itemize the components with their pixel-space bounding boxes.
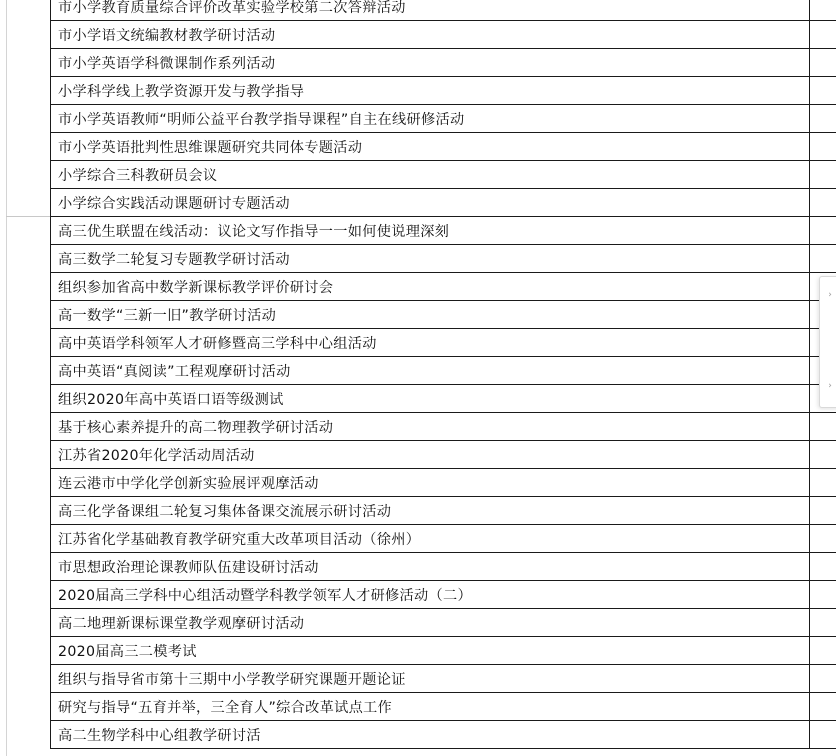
table-row	[51, 441, 836, 469]
table-row	[51, 581, 836, 609]
activity-cell[interactable]: 江苏省2020年化学活动周活动	[51, 441, 810, 468]
table-row	[51, 693, 836, 721]
activity-cell[interactable]: 组织2020年高中英语口语等级测试	[51, 385, 810, 412]
activity-cell[interactable]: 高中英语“真阅读”工程观摩研讨活动	[51, 357, 810, 384]
table-row	[51, 329, 836, 357]
activity-cell[interactable]: 高二生物学科中心组教学研讨活	[51, 721, 810, 748]
activity-cell[interactable]: 市小学英语学科微课制作系列活动	[51, 49, 810, 76]
activity-cell[interactable]: 2020届高三二模考试	[51, 637, 810, 664]
left-gridline	[6, 0, 7, 756]
table-row	[51, 189, 836, 217]
activity-cell[interactable]: 江苏省化学基础教育教学研究重大改革项目活动（徐州）	[51, 525, 810, 552]
activity-cell[interactable]: 高一数学“三新一旧”教学研讨活动	[51, 301, 810, 328]
table-row	[51, 469, 836, 497]
expand-arrow-icon[interactable]: ›	[828, 381, 832, 391]
activity-cell[interactable]: 小学综合三科教研员会议	[51, 161, 810, 188]
side-panel-toggle[interactable]	[819, 276, 836, 408]
table-row	[51, 245, 836, 273]
table-row	[51, 637, 836, 665]
table-row	[51, 77, 836, 105]
activity-table	[50, 0, 836, 749]
activity-cell[interactable]: 高三优生联盟在线活动：议论文写作指导一一如何使说理深刻	[51, 217, 810, 244]
activity-cell[interactable]: 市小学英语批判性思维课题研究共同体专题活动	[51, 133, 810, 160]
activity-cell[interactable]: 组织与指导省市第十三期中小学教学研究课题开题论证	[51, 665, 810, 692]
activity-cell[interactable]: 研究与指导“五育并举，三全育人”综合改革试点工作	[51, 693, 810, 720]
table-row	[51, 301, 836, 329]
table-row	[51, 105, 836, 133]
activity-cell[interactable]: 市小学语文统编教材教学研讨活动	[51, 21, 810, 48]
table-row	[51, 721, 836, 749]
activity-cell[interactable]: 基于核心素养提升的高二物理教学研讨活动	[51, 413, 810, 440]
table-row	[51, 161, 836, 189]
table-row	[51, 357, 836, 385]
activity-cell[interactable]: 连云港市中学化学创新实验展评观摩活动	[51, 469, 810, 496]
left-row-divider	[6, 216, 50, 217]
activity-cell[interactable]: 小学综合实践活动课题研讨专题活动	[51, 189, 810, 216]
activity-cell[interactable]: 小学科学线上教学资源开发与教学指导	[51, 77, 810, 104]
table-row	[51, 385, 836, 413]
activity-cell[interactable]: 市小学英语教师“明师公益平台教学指导课程”自主在线研修活动	[51, 105, 810, 132]
activity-cell[interactable]: 市小学教育质量综合评价改革实验学校第二次答辩活动	[51, 0, 810, 20]
activity-cell[interactable]: 组织参加省高中数学新课标教学评价研讨会	[51, 273, 810, 300]
table-row	[51, 609, 836, 637]
table-row	[51, 413, 836, 441]
activity-cell[interactable]: 高二地理新课标课堂教学观摩研讨活动	[51, 609, 810, 636]
activity-cell[interactable]: 市思想政治理论课教师队伍建设研讨活动	[51, 553, 810, 580]
table-row	[51, 665, 836, 693]
collapse-arrow-icon[interactable]: ›	[828, 290, 832, 300]
activity-cell[interactable]: 高中英语学科领军人才研修暨高三学科中心组活动	[51, 329, 810, 356]
table-row	[51, 21, 836, 49]
table-row	[51, 273, 836, 301]
table-row	[51, 0, 836, 21]
table-row	[51, 217, 836, 245]
activity-cell[interactable]: 高三化学备课组二轮复习集体备课交流展示研讨活动	[51, 497, 810, 524]
activity-cell[interactable]: 2020届高三学科中心组活动暨学科教学领军人才研修活动（二）	[51, 581, 810, 608]
activity-cell[interactable]: 高三数学二轮复习专题教学研讨活动	[51, 245, 810, 272]
table-row	[51, 525, 836, 553]
table-row	[51, 49, 836, 77]
table-row	[51, 497, 836, 525]
table-row	[51, 133, 836, 161]
table-row	[51, 553, 836, 581]
